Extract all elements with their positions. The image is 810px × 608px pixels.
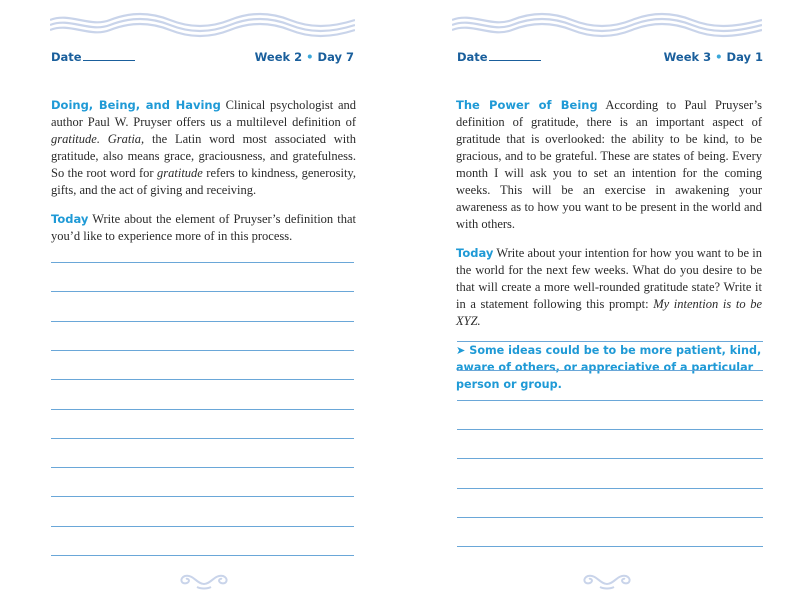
section-title: Doing, Being, and Having (51, 98, 221, 112)
writing-line[interactable] (51, 262, 354, 263)
writing-line[interactable] (51, 321, 354, 322)
para-emphasis: gratitude (157, 166, 203, 180)
day-label: Day 1 (726, 50, 763, 64)
para-emphasis: gratitude. Gratia, (51, 132, 145, 146)
writing-line[interactable] (51, 496, 354, 497)
writing-line[interactable] (457, 429, 763, 430)
writing-line[interactable] (457, 488, 763, 489)
week-day-label (255, 50, 354, 66)
writing-line[interactable] (457, 400, 763, 401)
writing-line[interactable] (51, 291, 354, 292)
today-prompt (456, 245, 762, 330)
writing-line[interactable] (457, 517, 763, 518)
date-blank (489, 50, 541, 61)
writing-line[interactable] (457, 546, 763, 547)
date-label: Date (457, 50, 488, 64)
prompt-text: Write about your intention for how you want to be in the world for the next few weeks. What do you desire to be that will create a more well-rounded gratitude state? Write it in a statement following this prompt: (456, 246, 762, 311)
para-text: Clinical psychologist and author Paul W. Pruyser offers us a multilevel definition of (51, 98, 356, 129)
date-field (457, 50, 541, 66)
week-label: Week 2 (254, 50, 303, 64)
writing-line[interactable] (51, 555, 354, 556)
date-blank (83, 50, 135, 61)
tip-text: Some ideas could be to be more patient, kind, aware of others, or appreciative of a particular person or group. (456, 344, 762, 391)
today-label: Today (456, 246, 494, 260)
swirl-ornament-icon (578, 568, 636, 590)
section-title: The Power of Being (456, 98, 598, 112)
writing-line[interactable] (51, 379, 354, 380)
week-day-label (664, 50, 763, 66)
today-prompt (51, 211, 356, 245)
intro-paragraph (51, 97, 356, 199)
left-body-text (51, 97, 356, 257)
today-label: Today (51, 212, 89, 226)
writing-line[interactable] (457, 370, 763, 371)
para-text: According to Paul Pruyser’s definition of gratitude, there is an important aspect of gratitude that is overlooked: the ability to be kind, to be gracious, and to be grateful. These are states of being. Every month I will ask you to set an intention for the coming weeks. This will be an exercise in awakening your awareness as to how you want to be present in the world and with others. (456, 98, 762, 231)
writing-line[interactable] (51, 409, 354, 410)
writing-line[interactable] (51, 467, 354, 468)
writing-line[interactable] (51, 350, 354, 351)
writing-line[interactable] (51, 526, 354, 527)
separator-bullet: • (306, 50, 314, 64)
week-label: Week 3 (663, 50, 712, 64)
writing-line[interactable] (457, 341, 763, 342)
date-field (51, 50, 135, 66)
date-label: Date (51, 50, 82, 64)
right-body-text (456, 97, 762, 405)
wave-border-icon (50, 12, 355, 40)
intro-paragraph (456, 97, 762, 233)
prompt-text: Write about the element of Pruyser’s definition that you’d like to experience more of in this process. (51, 212, 356, 243)
writing-line[interactable] (457, 458, 763, 459)
separator-bullet: • (715, 50, 723, 64)
arrow-icon: ➤ (456, 344, 466, 357)
para-text: the Latin word most associated with gratitude, also means grace, graciousness, and gratefulness. So the root word for (51, 132, 356, 180)
day-label: Day 7 (317, 50, 354, 64)
prompt-emphasis: My intention is to be XYZ. (456, 297, 763, 328)
writing-line[interactable] (51, 438, 354, 439)
swirl-ornament-icon (175, 568, 233, 590)
para-text: refers to kindness, generosity, gifts, and the act of giving and receiving. (51, 166, 356, 197)
idea-tip (456, 342, 762, 393)
wave-border-icon (452, 12, 762, 40)
right-page (405, 0, 810, 608)
